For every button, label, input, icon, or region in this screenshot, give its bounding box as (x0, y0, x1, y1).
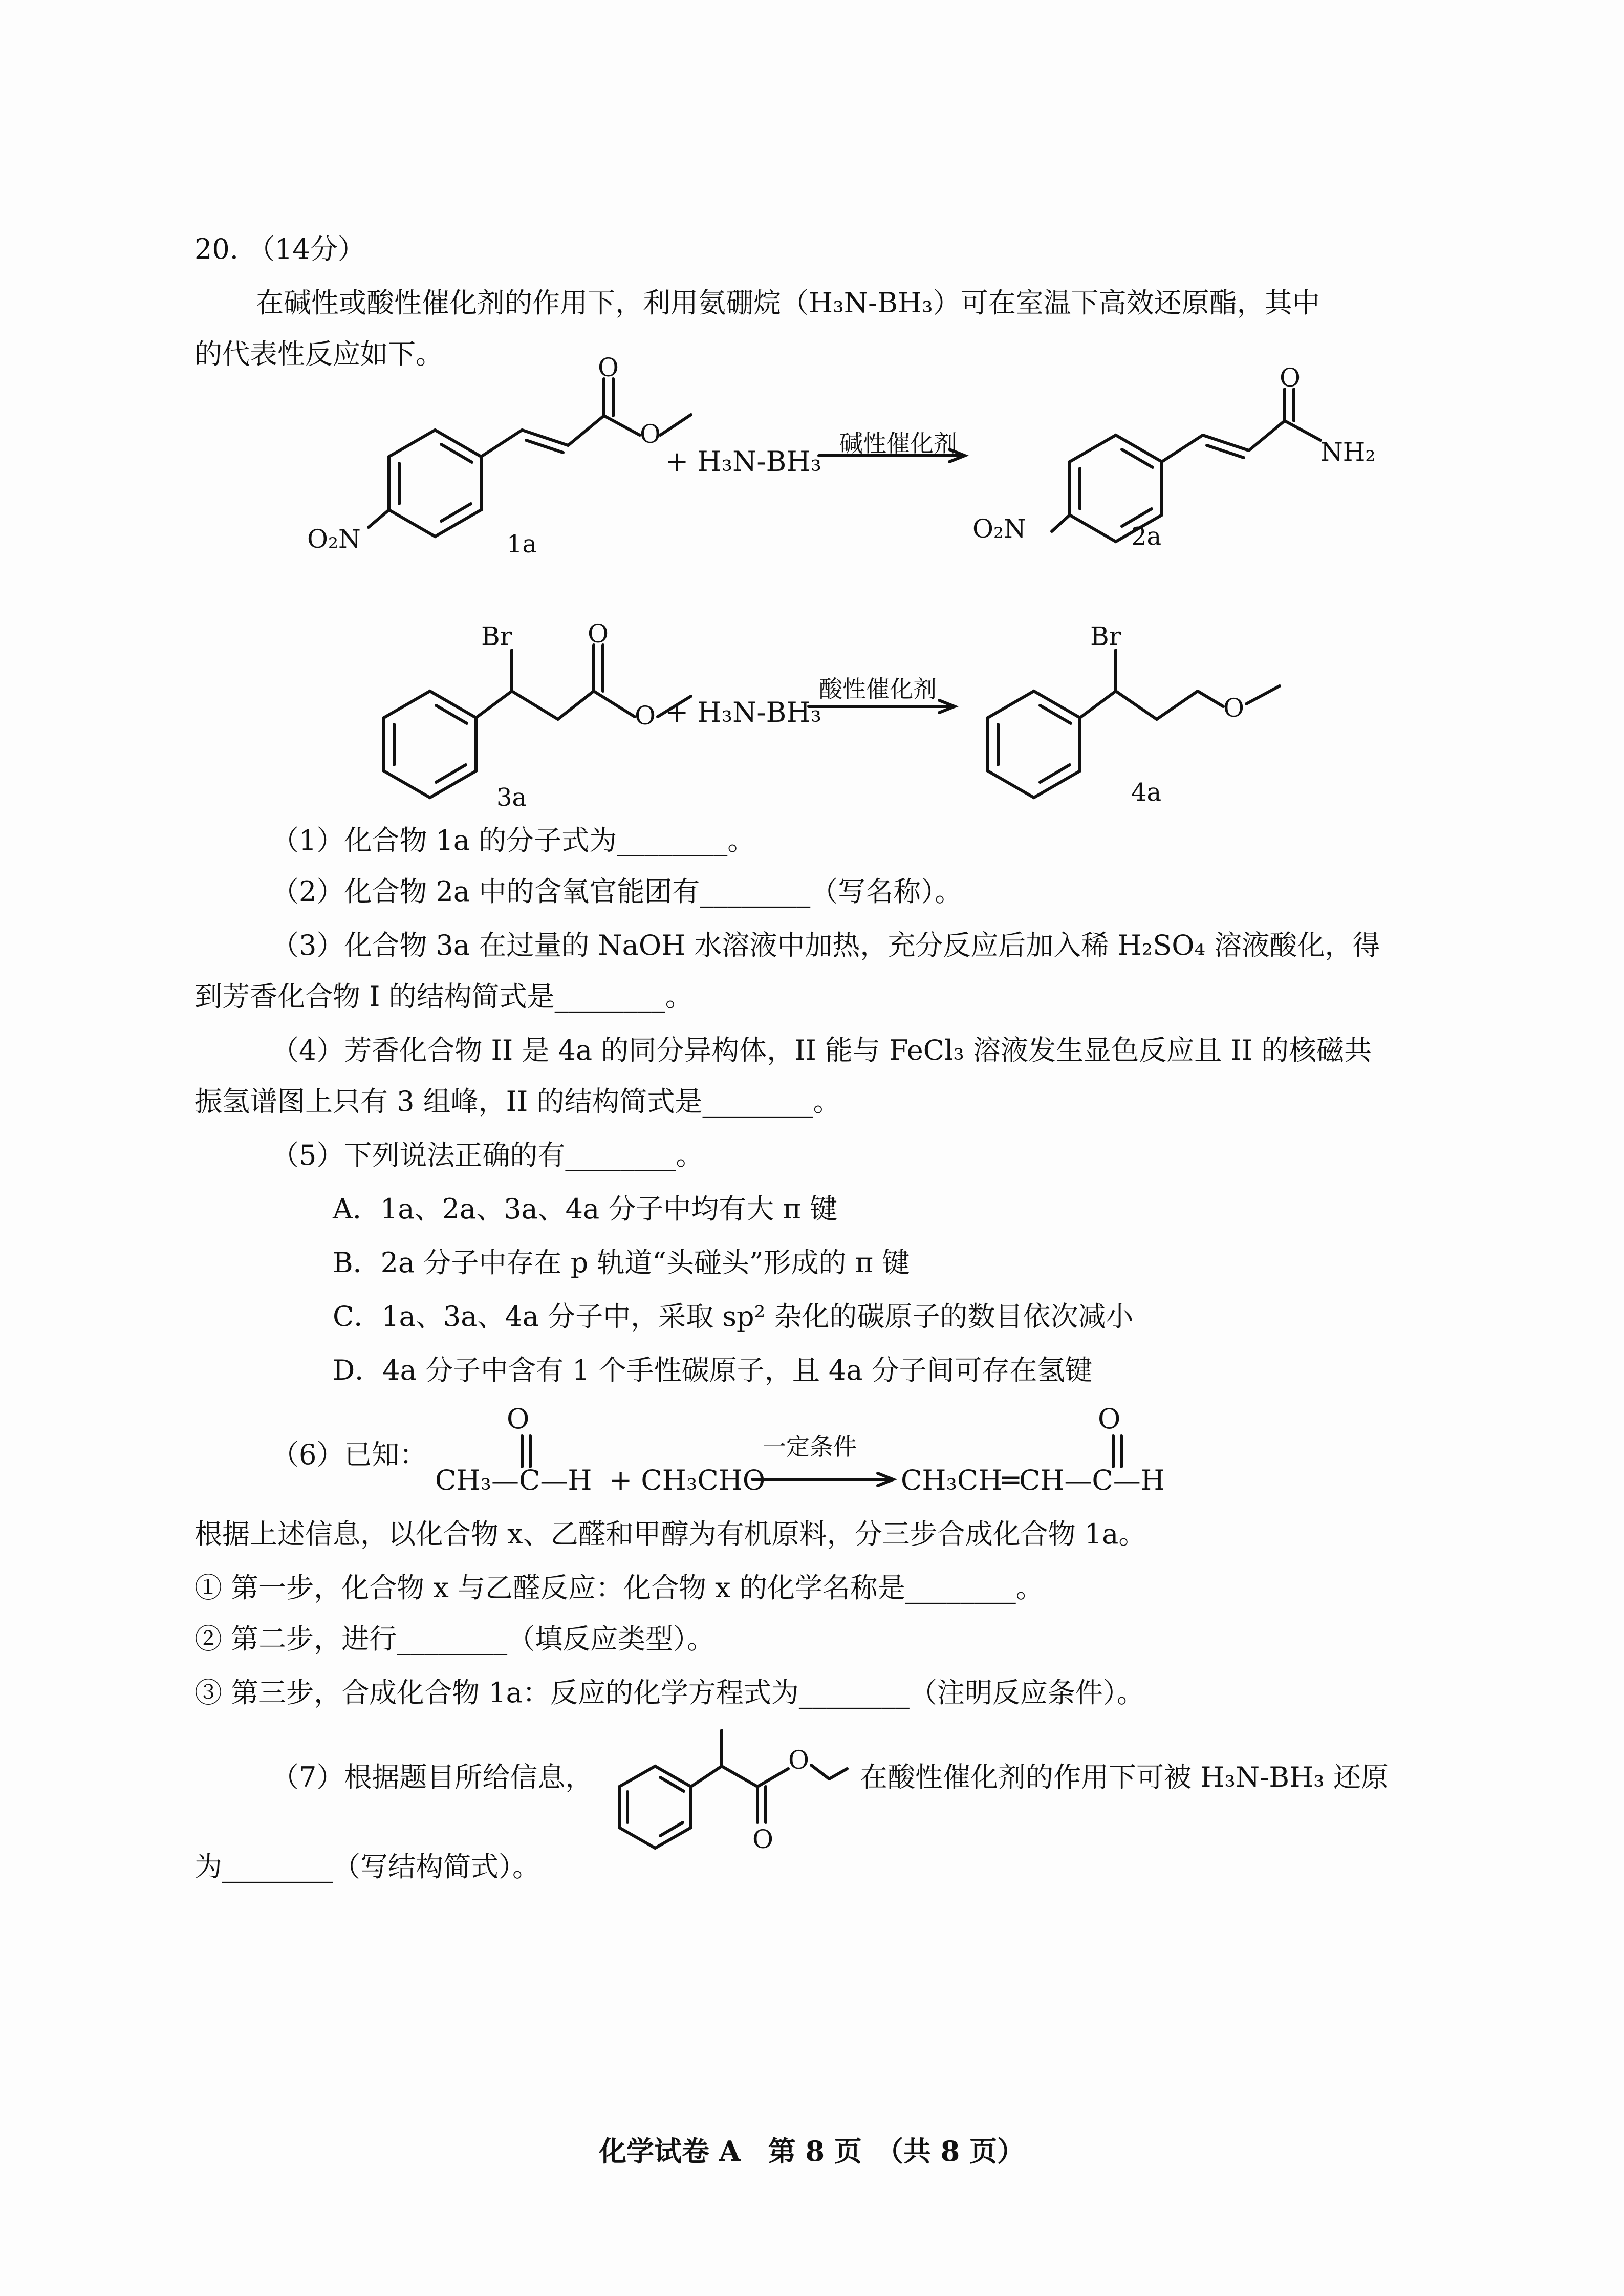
benzene-ring (384, 691, 476, 798)
part-5-option-c: C．1a、3a、4a 分子中，采取 sp² 杂化的碳原子的数目依次减小 (333, 1300, 1134, 1333)
intro-line-1: 在碱性或酸性催化剂的作用下，利用氨硼烷（H₃N-BH₃）可在室温下高效还原酯，其中 (256, 287, 1320, 319)
reaction-1-catalyst: 碱性催化剂 (839, 430, 957, 457)
part-6-info: 根据上述信息，以化合物 x、乙醛和甲醇为有机原料，分三步合成化合物 1a。 (194, 1518, 1146, 1550)
part-6-eq-right: CH₃CH═CH—C—H (901, 1464, 1165, 1496)
reaction-2-product-4a (962, 614, 1295, 809)
svg-text:Br: Br (481, 621, 512, 651)
label-4a: 4a (1131, 778, 1162, 807)
part-7-part-2: 在酸性催化剂的作用下可被 H₃N-BH₃ 还原 (860, 1761, 1389, 1793)
part-6-eq-left: CH₃—C—H (435, 1464, 592, 1496)
part-6-o-left: O (507, 1403, 530, 1435)
svg-text:NH₂: NH₂ (1320, 437, 1376, 467)
part-5-option-d: D．4a 分子中含有 1 个手性碳原子，且 4a 分子间可存在氢键 (333, 1354, 1093, 1386)
label-3a: 3a (496, 783, 527, 812)
benzene-ring (988, 691, 1080, 798)
part-6-step-2: ② 第二步，进行________（填反应类型）。 (194, 1623, 715, 1655)
part-6-step-3: ③ 第三步，合成化合物 1a：反应的化学方程式为________（注明反应条件）。 (194, 1677, 1144, 1709)
svg-text:O₂N: O₂N (972, 514, 1026, 544)
svg-text:O: O (640, 419, 661, 449)
svg-text:O: O (788, 1745, 809, 1775)
part-4-line-2: 振氢谱图上只有 3 组峰，II 的结构简式是________。 (194, 1085, 841, 1118)
svg-text:O: O (598, 353, 619, 382)
svg-text:O: O (1223, 693, 1244, 723)
part-3-line-2: 到芳香化合物 I 的结构简式是________。 (194, 980, 693, 1013)
reaction-1-product-2a (962, 363, 1376, 563)
svg-text:O: O (752, 1825, 773, 1854)
part-4-line-1: （4）芳香化合物 II 是 4a 的同分异构体，II 能与 FeCl₃ 溶液发生显色反应且 II 的核磁共 (271, 1034, 1372, 1066)
part-5-option-a: A．1a、2a、3a、4a 分子中均有大 π 键 (333, 1193, 838, 1225)
part-5: （5）下列说法正确的有________。 (271, 1139, 704, 1171)
benzene-ring (389, 430, 481, 537)
svg-text:O: O (1280, 363, 1301, 393)
reaction-2-catalyst: 酸性催化剂 (819, 675, 937, 703)
svg-text:O: O (635, 701, 656, 731)
part-7-structure (604, 1720, 850, 1858)
part-3-line-1: （3）化合物 3a 在过量的 NaOH 水溶液中加热，充分反应后加入稀 H₂SO₄ 溶液酸化，得 (271, 929, 1380, 961)
part-6-label: （6）已知： (271, 1439, 427, 1471)
reaction-1-arrow (819, 445, 972, 466)
svg-text:Br: Br (1090, 621, 1121, 651)
part-6-step-1: ① 第一步，化合物 x 与乙醛反应：化合物 x 的化学名称是________。 (194, 1572, 1044, 1604)
part-6-eq-plus: + CH₃CHO (609, 1464, 766, 1496)
part-7-part-1: （7）根据题目所给信息， (271, 1761, 593, 1793)
part-5-option-b: B．2a 分子中存在 p 轨道“头碰头”形成的 π 键 (333, 1247, 910, 1279)
reaction-1-reactant-1a (292, 353, 701, 563)
part-2: （2）化合物 2a 中的含氧官能团有________（写名称）。 (271, 875, 963, 908)
svg-text:O: O (588, 619, 609, 649)
page-footer: 化学试卷 A 第 8 页 （共 8 页） (599, 2135, 1025, 2168)
reaction-2-reactant-3a (358, 614, 717, 809)
part-6-arrow (752, 1469, 906, 1490)
reaction-2-reagent: + H₃N-BH₃ (665, 696, 822, 728)
benzene-ring (619, 1766, 691, 1848)
svg-text:O₂N: O₂N (307, 524, 361, 554)
part-7-line-2: 为________（写结构简式）。 (194, 1851, 540, 1883)
part-6-o-right: O (1098, 1403, 1121, 1435)
label-2a: 2a (1131, 522, 1162, 551)
question-number: 20. （14分） (194, 233, 365, 265)
reaction-1-reagent: + H₃N-BH₃ (665, 445, 822, 478)
intro-line-2: 的代表性反应如下。 (194, 338, 443, 370)
part-6-condition: 一定条件 (763, 1433, 857, 1461)
label-1a: 1a (507, 530, 537, 559)
part-1: （1）化合物 1a 的分子式为________。 (271, 824, 755, 856)
reaction-2-arrow (809, 696, 962, 717)
